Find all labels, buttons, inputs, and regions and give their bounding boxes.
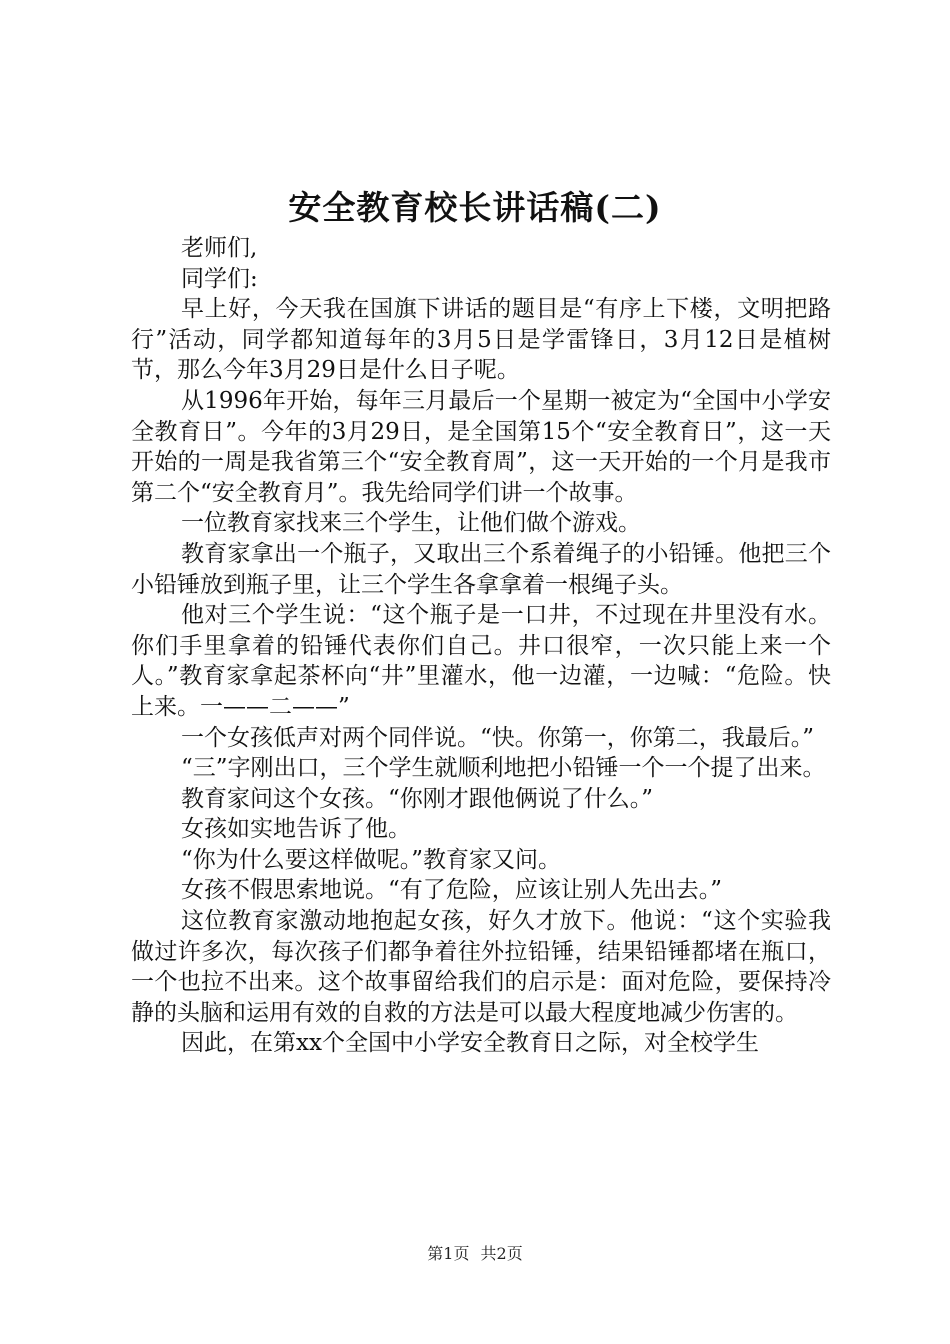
paragraph: 他对三个学生说：“这个瓶子是一口井，不过现在井里没有水。你们手里拿着的铅锤代表你们自己。井口很窄，一次只能上来一个人。”教育家拿起茶杯向“井”里灌水，他一边灌，一边喊：“危险。快上来。一——二——” <box>131 602 831 720</box>
paragraph: 从1996年开始，每年三月最后一个星期一被定为“全国中小学安全教育日”。今年的3月29日，是全国第15个“安全教育日”，这一天开始的一周是我省第三个“安全教育周”，这一天开始的一个月是我市第二个“安全教育月”。我先给同学们讲一个故事。 <box>131 387 831 506</box>
paragraph: “你为什么要这样做呢。”教育家又问。 <box>181 846 562 873</box>
document-body <box>131 233 831 1059</box>
paragraph: 这位教育家激动地抱起女孩，好久才放下。他说：“这个实验我做过许多次，每次孩子们都争着往外拉铅锤，结果铅锤都堵在瓶口，一个也拉不出来。这个故事留给我们的启示是：面对危险，要保持冷静的头脑和运用有效的自救的方法是可以最大程度地减少伤害的。 <box>131 908 831 1026</box>
paragraph: 早上好，今天我在国旗下讲话的题目是“有序上下楼，文明把路行”活动，同学都知道每年的3月5日是学雷锋日，3月12日是植树节，那么今年3月29日是什么日子呢。 <box>131 296 831 384</box>
page-footer <box>0 1243 950 1265</box>
paragraph: 女孩如实地告诉了他。 <box>181 816 411 843</box>
paragraph: 教育家拿出一个瓶子，又取出三个系着绳子的小铅锤。他把三个小铅锤放到瓶子里，让三个学生各拿拿着一根绳子头。 <box>131 540 831 598</box>
paragraph: 女孩不假思索地说。“有了危险，应该让别人先出去。” <box>181 877 723 904</box>
salutation-students: 同学们: <box>181 265 258 292</box>
document-title: 安全教育校长讲话稿(二) <box>288 188 662 227</box>
paragraph: 一位教育家找来三个学生，让他们做个游戏。 <box>181 510 641 537</box>
paragraph: 因此，在第xx个全国中小学安全教育日之际，对全校学生 <box>181 1030 759 1057</box>
paragraph: “三”字刚出口，三个学生就顺利地把小铅锤一个一个提了出来。 <box>181 755 826 782</box>
page-number: 第1页 <box>427 1244 470 1263</box>
paragraph: 一个女孩低声对两个同伴说。“快。你第一，你第二，我最后。” <box>181 724 815 751</box>
paragraph: 教育家问这个女孩。“你刚才跟他俩说了什么。” <box>181 785 654 812</box>
page-total: 共2页 <box>480 1244 523 1263</box>
salutation-teachers: 老师们, <box>181 235 258 261</box>
